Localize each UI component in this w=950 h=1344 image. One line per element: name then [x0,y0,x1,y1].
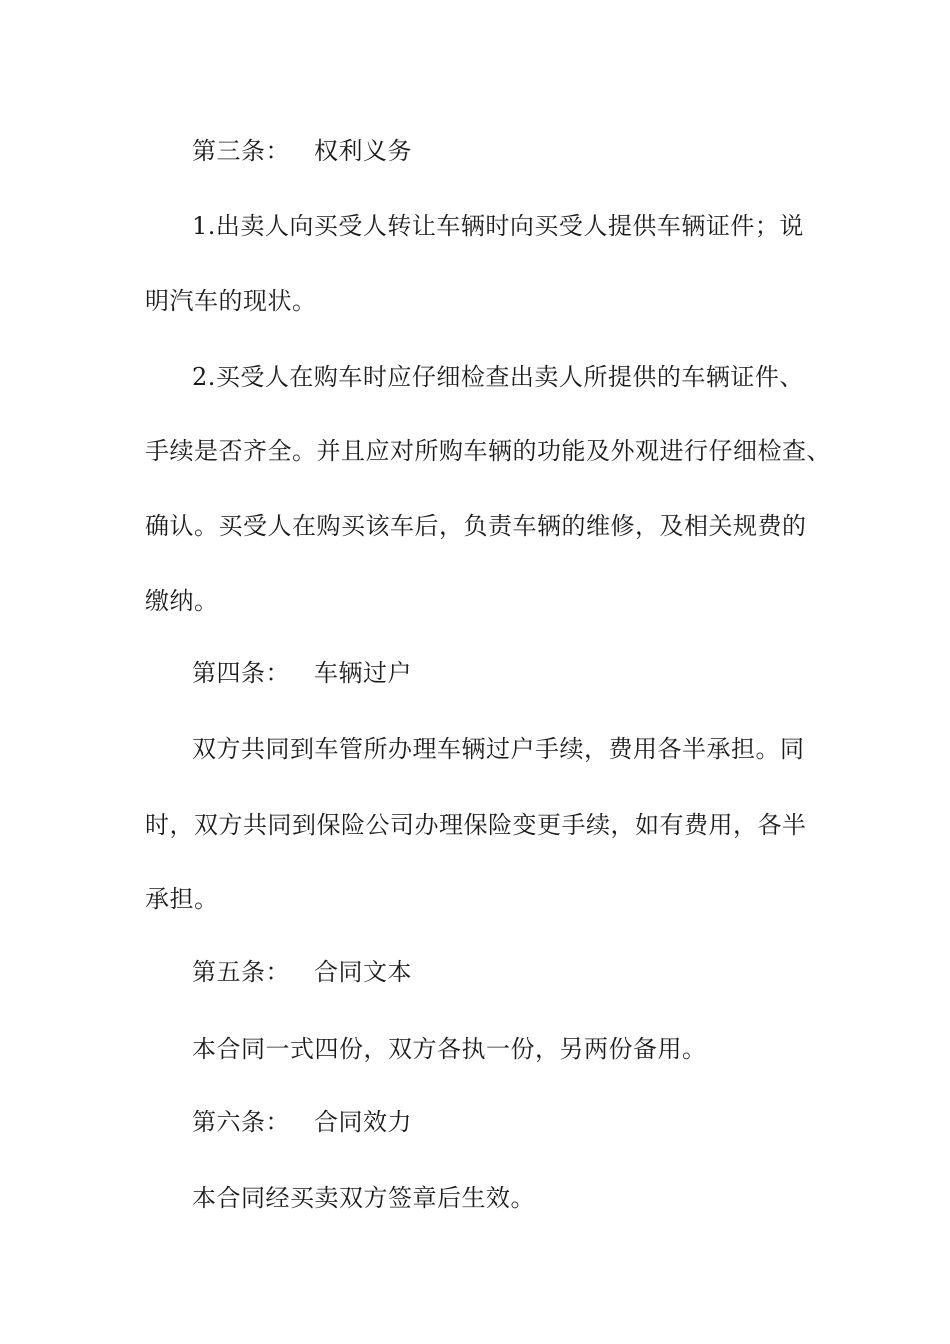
article-4-body-line-2: 时，双方共同到保险公司办理保险变更手续，如有费用，各半 [145,811,807,839]
article-3-item-2-line-3: 确认。买受人在购买该车后，负责车辆的维修，及相关规费的 [145,512,807,540]
article-3-number: 第三条： [192,137,290,165]
article-4-number: 第四条： [192,659,290,687]
article-3-item-2-line-2: 手续是否齐全。并且应对所购车辆的功能及外观进行仔细检查、 [145,437,831,465]
article-5-heading [192,957,412,987]
article-5-title: 合同文本 [314,958,412,986]
article-3-item-1-line-1: 1.出卖人向买受人转让车辆时向买受人提供车辆证件；说 [192,212,804,240]
article-4-heading [192,658,412,688]
article-3-item-1-line-2: 明汽车的现状。 [145,287,317,315]
article-4-body-line-1: 双方共同到车管所办理车辆过户手续，费用各半承担。同 [192,735,805,763]
article-6-body-line-1: 本合同经买卖双方签章后生效。 [192,1184,535,1212]
article-6-number: 第六条： [192,1108,290,1136]
article-4-title: 车辆过户 [314,659,412,687]
article-3-item-2-line-1: 2.买受人在购车时应仔细检查出卖人所提供的车辆证件、 [192,363,804,391]
article-6-heading [192,1107,412,1137]
article-4-body-line-3: 承担。 [145,885,219,913]
article-5-body-line-1: 本合同一式四份，双方各执一份，另两份备用。 [192,1035,707,1063]
article-5-number: 第五条： [192,958,290,986]
article-3-heading [192,136,412,166]
article-6-title: 合同效力 [314,1108,412,1136]
article-3-item-2-line-4: 缴纳。 [145,587,219,615]
article-3-title: 权利义务 [314,137,412,165]
